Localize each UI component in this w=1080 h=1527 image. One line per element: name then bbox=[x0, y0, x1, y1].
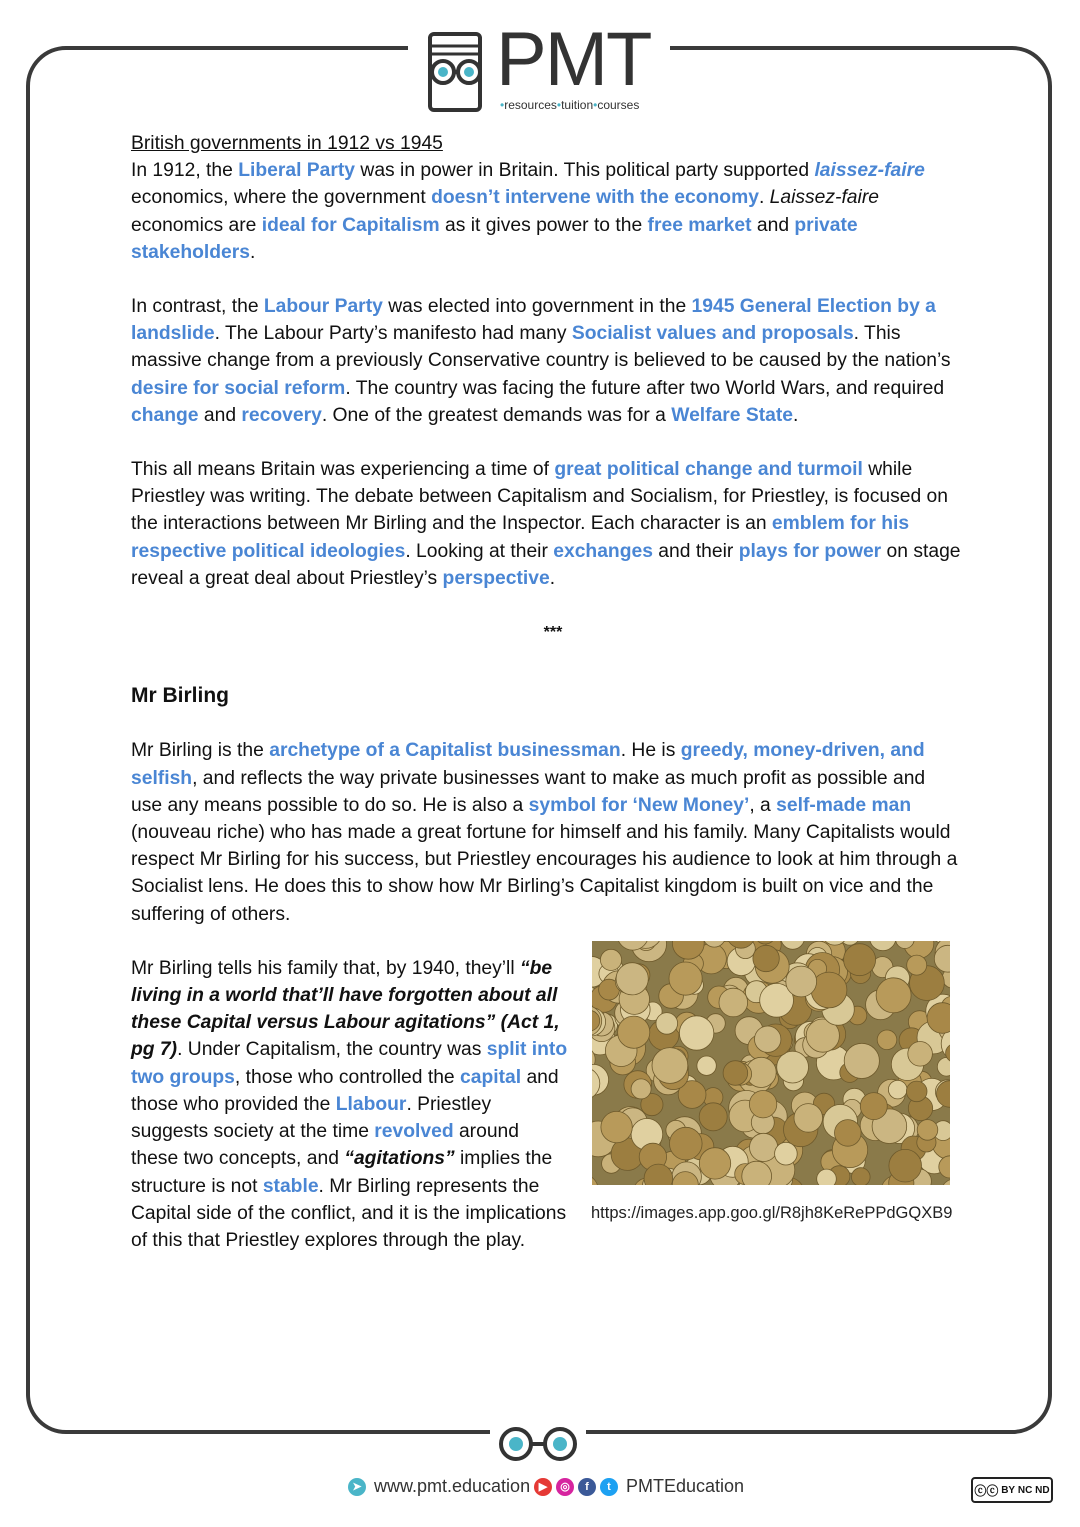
coin-shape bbox=[719, 988, 748, 1017]
coin-shape bbox=[942, 1179, 950, 1185]
highlighted-term: free market bbox=[647, 214, 752, 236]
highlighted-term: symbol for ‘New Money’ bbox=[528, 794, 750, 816]
text-run: . The Labour Party’s manifesto had many bbox=[214, 323, 572, 345]
paragraph bbox=[131, 293, 961, 429]
text-run: while Priestley was writing. The debate between Capitalism and Socialism, for Priestley, is focused on the interactions between Mr Birling and the Inspector. Each character is an bbox=[131, 459, 948, 535]
section-heading-governments: British governments in 1912 vs 1945 bbox=[131, 133, 443, 154]
highlighted-term: perspective bbox=[442, 567, 550, 589]
text-run: , those who controlled the bbox=[234, 1066, 460, 1088]
coin-shape bbox=[917, 1119, 938, 1140]
coin-shape bbox=[723, 1061, 748, 1086]
coin-shape bbox=[699, 1103, 727, 1131]
text-run: . This massive change from a previously Conservative country is believed to be caused by the nation’s bbox=[131, 323, 951, 372]
instagram-icon: ◎ bbox=[556, 1478, 574, 1496]
coin-shape bbox=[656, 1012, 678, 1034]
text-run: Mr Birling tells his family that, by 1940, they’ll bbox=[131, 957, 520, 979]
coin-shape bbox=[670, 1127, 703, 1160]
text-run: . bbox=[549, 567, 556, 589]
highlighted-term: Llabour bbox=[335, 1093, 407, 1115]
coin-shape bbox=[592, 1175, 598, 1185]
paragraph bbox=[131, 737, 961, 927]
text-run: , and reflects the way private businesses want to make as much profit as possible and use any means possible to do so. He is also a bbox=[131, 767, 926, 816]
coin-shape bbox=[618, 1016, 650, 1048]
social-handle: PMTEducation bbox=[626, 1476, 745, 1496]
highlighted-term: laissez-faire bbox=[814, 160, 925, 182]
text-run: . Looking at their bbox=[405, 540, 554, 562]
text-run: and their bbox=[652, 540, 739, 562]
license-nc: NC bbox=[1017, 1484, 1033, 1496]
coin-shape bbox=[755, 1026, 781, 1052]
text-run: In contrast, the bbox=[131, 296, 264, 318]
coin-shape bbox=[870, 941, 896, 951]
coin-shape bbox=[601, 1111, 632, 1142]
book-glasses-icon bbox=[424, 30, 490, 114]
highlighted-term: ideal for Capitalism bbox=[261, 214, 440, 236]
coin-shape bbox=[888, 1080, 907, 1099]
coin-shape bbox=[852, 1168, 871, 1185]
highlighted-term: recovery bbox=[241, 404, 322, 426]
highlighted-term: capital bbox=[460, 1066, 522, 1088]
highlighted-term: stable bbox=[262, 1175, 319, 1197]
highlighted-term: Welfare State bbox=[671, 404, 794, 426]
coin-shape bbox=[817, 1169, 837, 1185]
text-run: . Mr Birling represents the Capital side of the conflict, and it is the implications of this that Priestley explores through the play. bbox=[131, 1175, 567, 1251]
text-run: on stage reveal a great deal about Priestley’s bbox=[131, 540, 961, 589]
cursor-icon: ➤ bbox=[348, 1478, 366, 1496]
coin-shape bbox=[906, 1081, 927, 1102]
coin-shape bbox=[753, 945, 779, 971]
facebook-icon: f bbox=[578, 1478, 596, 1496]
highlighted-term: revolved bbox=[374, 1121, 454, 1143]
coin-shape bbox=[937, 1057, 950, 1076]
highlighted-term: plays for power bbox=[738, 540, 882, 562]
text-run: . The country was facing the future after two World Wars, and required bbox=[345, 377, 945, 399]
coin-shape bbox=[835, 1119, 862, 1146]
section-heading-mr-birling: Mr Birling bbox=[131, 684, 229, 708]
text-run: was in power in Britain. This political party supported bbox=[355, 160, 815, 182]
coin-shape bbox=[777, 1051, 809, 1083]
page-footer bbox=[0, 1476, 1080, 1506]
text-run: . One of the greatest demands was for a bbox=[321, 404, 672, 426]
coin-shape bbox=[876, 978, 911, 1013]
logo-text: PMT bbox=[496, 17, 651, 102]
highlighted-term: self-made man bbox=[776, 794, 912, 816]
highlighted-term: greedy, money-driven, and selfish bbox=[131, 740, 925, 789]
text-run: as it gives power to the bbox=[439, 214, 648, 236]
text-run: , a bbox=[749, 794, 777, 816]
license-nd: ND bbox=[1035, 1484, 1050, 1496]
youtube-icon: ▶ bbox=[534, 1478, 552, 1496]
coins-image bbox=[592, 941, 950, 1185]
text-run: . Priestley suggests society at the time bbox=[131, 1093, 492, 1143]
highlighted-term: 1945 General Election by a landslide bbox=[131, 296, 936, 345]
text-run: and bbox=[198, 404, 242, 426]
text-run: . bbox=[758, 187, 770, 209]
text-run: Laissez-faire bbox=[769, 187, 879, 209]
coin-shape bbox=[775, 1142, 798, 1165]
highlighted-term: doesn’t intervene with the economy bbox=[431, 187, 759, 209]
text-run: and those who provided the bbox=[131, 1066, 559, 1115]
highlighted-term: change bbox=[131, 404, 199, 426]
bottom-glasses-icon bbox=[490, 1424, 586, 1464]
website-link[interactable] bbox=[348, 1476, 530, 1497]
highlighted-term: Liberal Party bbox=[238, 160, 356, 182]
highlighted-term: desire for social reform bbox=[131, 377, 346, 399]
text-run: around these two concepts, and bbox=[131, 1121, 519, 1170]
highlighted-term: emblem for his respective political ideologies bbox=[131, 513, 910, 562]
paragraph bbox=[131, 456, 961, 592]
paragraph bbox=[131, 955, 571, 1254]
social-links[interactable] bbox=[534, 1476, 744, 1497]
cc-icon: ⓒⓒ bbox=[974, 1483, 999, 1498]
text-run: implies the structure is not bbox=[131, 1148, 553, 1197]
section-divider: *** bbox=[543, 624, 563, 642]
website-text: www.pmt.education bbox=[374, 1476, 531, 1496]
text-run: This all means Britain was experiencing a time of bbox=[131, 459, 555, 481]
coin-shape bbox=[877, 1030, 897, 1050]
highlighted-term: split into two groups bbox=[131, 1039, 568, 1088]
highlighted-term: private stakeholders bbox=[131, 214, 858, 263]
image-caption: https://images.app.goo.gl/R8jh8KeRePPdGQXB9 bbox=[591, 1203, 953, 1222]
highlighted-term: archetype of a Capitalist businessman bbox=[269, 740, 621, 762]
coin-shape bbox=[844, 944, 876, 976]
twitter-icon: t bbox=[600, 1478, 618, 1496]
license-by: BY bbox=[1001, 1484, 1016, 1496]
coin-shape bbox=[631, 1079, 651, 1099]
page-content bbox=[131, 130, 961, 1295]
text-run: “be living in a world that’ll have forgotten about all these Capital versus Labour agitations” (Act 1, pg 7) bbox=[131, 957, 560, 1061]
coin-shape bbox=[781, 941, 805, 949]
coin-shape bbox=[794, 1103, 823, 1132]
coin-shape bbox=[844, 1043, 879, 1078]
coin-shape bbox=[889, 1149, 922, 1182]
coin-shape bbox=[750, 1133, 778, 1161]
text-run: and bbox=[751, 214, 795, 236]
coin-shape bbox=[907, 955, 927, 975]
coin-shape bbox=[697, 1056, 716, 1075]
coin-shape bbox=[679, 1016, 713, 1050]
coins-picture bbox=[592, 941, 950, 1185]
coin-shape bbox=[908, 1041, 933, 1066]
text-run: . He is bbox=[620, 740, 681, 762]
text-run: was elected into government in the bbox=[382, 296, 692, 318]
text-run: (nouveau riche) who has made a great fortune for himself and his family. Many Capitalists would respect Mr Birling for his success, but Priestley encourages his audience to look at him through a Socialist lens. He does this to show how Mr Birling’s Capitalist kingdom is built on vice and the suffering of others. bbox=[131, 822, 958, 925]
text-run: economics are bbox=[131, 214, 262, 236]
text-run: In 1912, the bbox=[131, 160, 239, 182]
text-run: . bbox=[793, 404, 799, 426]
coin-shape bbox=[786, 966, 817, 997]
highlighted-term: exchanges bbox=[553, 540, 653, 562]
highlighted-term: great political change and turmoil bbox=[554, 459, 863, 481]
highlighted-term: Labour Party bbox=[263, 296, 383, 318]
coin-shape bbox=[652, 1047, 688, 1083]
paragraph bbox=[131, 157, 961, 266]
highlighted-term: Socialist values and proposals bbox=[571, 323, 854, 345]
coin-shape bbox=[616, 963, 648, 995]
coin-shape bbox=[699, 1148, 730, 1179]
text-run: “agitations” bbox=[344, 1148, 455, 1170]
logo-tagline: •resources•tuition•courses bbox=[500, 98, 640, 112]
text-run: economics, where the government bbox=[131, 187, 432, 209]
coin-shape bbox=[669, 962, 702, 995]
coin-shape bbox=[600, 949, 621, 970]
coin-shape bbox=[860, 1092, 887, 1119]
two-column-block bbox=[131, 955, 961, 1295]
text-run: Mr Birling is the bbox=[131, 740, 270, 762]
text-run: . Under Capitalism, the country was bbox=[177, 1039, 487, 1061]
coin-shape bbox=[749, 1090, 776, 1117]
creative-commons-license-badge bbox=[971, 1477, 1053, 1503]
text-run: . bbox=[249, 241, 256, 263]
pmt-logo bbox=[424, 17, 664, 116]
